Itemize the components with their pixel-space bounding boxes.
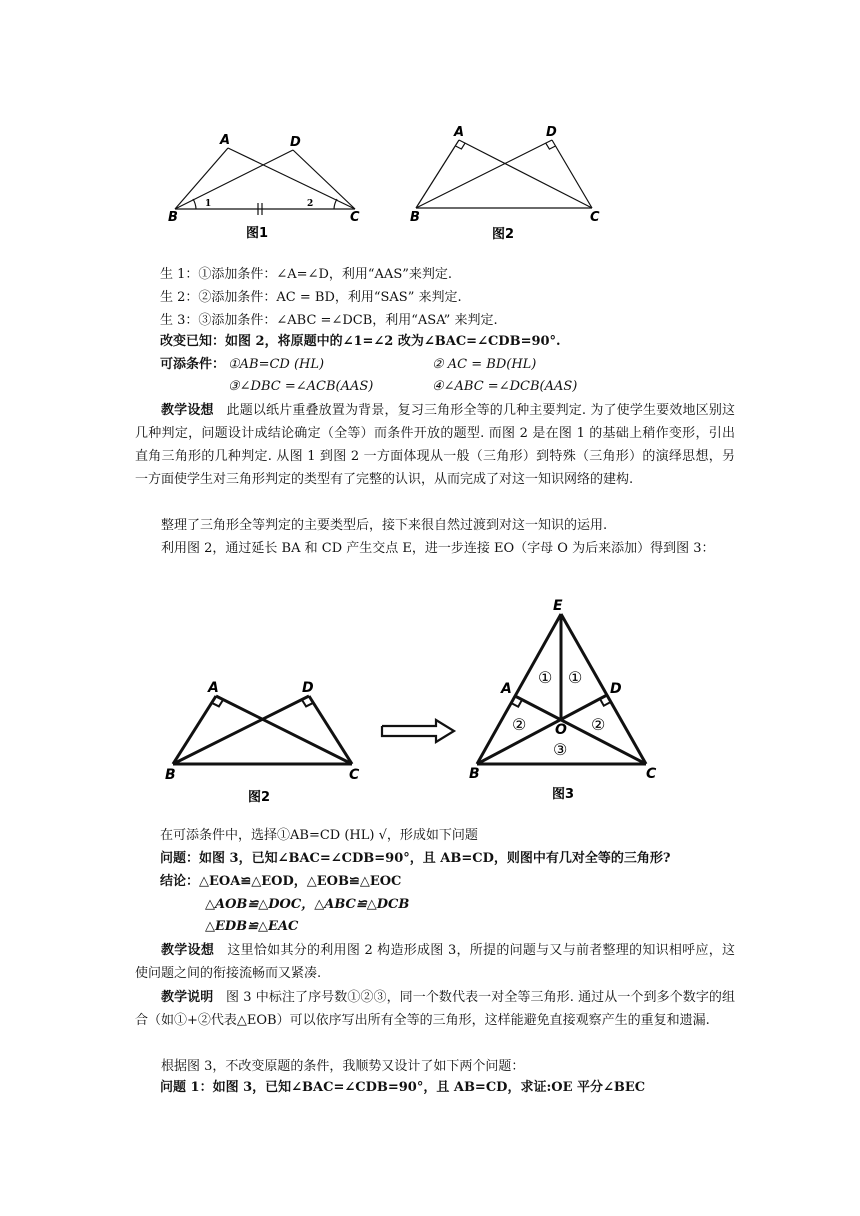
fig2a-label-A: A (454, 125, 465, 140)
figure-1 (160, 128, 380, 243)
fig3-label-B: B (469, 766, 480, 782)
fig1-label-B: B (168, 210, 178, 225)
figure-2-top-diagram (404, 120, 614, 245)
fig1-angle-1: 1 (205, 199, 212, 209)
change-known-line: 改变已知：如图 2，将原题中的∠1=∠2 改为∠BAC=∠CDB=90°. (160, 334, 561, 349)
fig3-caption: 图3 (552, 787, 575, 802)
condition-4: ④∠ABC =∠DCB(AAS) (432, 379, 578, 394)
student-1-line: 生 1：①添加条件：∠A=∠D，利用“AAS”来判定. (160, 267, 452, 282)
conclusion-line-1: 结论：△EOA≌△EOD，△EOB≌△EOC (160, 874, 402, 889)
figure-3-diagram (460, 596, 675, 811)
fig2a-caption: 图2 (492, 227, 515, 242)
fig3-region-2-right: ② (591, 715, 606, 734)
fig3-label-O: O (555, 722, 567, 738)
teaching-idea-paragraph-1 (135, 399, 735, 491)
double-arrow-icon (380, 718, 460, 744)
problem-line (160, 848, 671, 870)
teaching-idea-text-1: 此题以纸片重叠放置为背景，复习三角形全等的几种主要判定. 为了使学生要效地区别这几种判定，问题设计成结论确定（全等）而条件开放的题型. 而图 2 是在图 1 的基础上稍作变形，引出直角三角形的几种判定. 从图 1 到图 2 一方面体现从一般（三角形）到特殊（三角形）的演绎思想，另一方面使学生对三角形判定的类型有了完整的认识，从而完成了对这一知识网络的建构. (135, 403, 735, 487)
fig2b-caption: 图2 (248, 790, 271, 805)
figure-2-top (404, 120, 614, 245)
figure-3-intro-paragraph: 利用图 2，通过延长 BA 和 CD 产生交点 E，进一步连接 EO（字母 O 为后来添加）得到图 3： (161, 541, 715, 556)
figure-2-bottom (160, 672, 375, 807)
fig1-angle-2: 2 (307, 199, 314, 209)
teaching-idea-paragraph-2 (135, 939, 735, 985)
fig3-region-1-left: ① (538, 668, 553, 687)
condition-2: ② AC = BD(HL) (432, 357, 537, 372)
teaching-idea-text-2: 这里恰如其分的利用图 2 构造形成图 3，所提的问题与又与前者整理的知识相呼应，这使问题之间的衔接流畅而又紧凑. (135, 943, 735, 981)
fig1-label-A: A (220, 133, 231, 148)
figure-1-diagram (160, 128, 380, 243)
fig1-label-C: C (350, 210, 360, 225)
transition-paragraph: 整理了三角形全等判定的主要类型后，接下来很自然过渡到对这一知识的运用. (161, 518, 608, 533)
fig2a-label-D: D (546, 125, 557, 140)
choose-condition-line: 在可添条件中，选择①AB=CD (HL) √，形成如下问题 (160, 828, 478, 843)
figure-2-bottom-diagram (160, 672, 375, 807)
fig2b-label-A: A (208, 680, 219, 696)
fig3-label-A: A (501, 681, 512, 697)
fig2b-label-B: B (165, 767, 176, 783)
conclusion-line-3: △EDB≌△EAC (205, 919, 299, 934)
figure-3 (460, 596, 675, 811)
conclusion-line-2: △AOB≌△DOC，△ABC≌△DCB (205, 897, 410, 912)
student-3-line: 生 3：③添加条件：∠ABC =∠DCB，利用“ASA” 来判定. (160, 313, 498, 328)
fig3-label-E: E (553, 598, 563, 614)
student-2-line: 生 2：②添加条件：AC = BD，利用“SAS” 来判定. (160, 290, 462, 305)
fig1-label-D: D (290, 135, 301, 150)
problem-text: 问题：如图 3，已知∠BAC=∠CDB=90°，且 AB=CD，则图中有几对全等的三角形? (160, 851, 671, 866)
condition-1: ①AB=CD (HL) (228, 357, 325, 372)
teaching-idea-heading-2: 教学设想 (161, 943, 215, 958)
teaching-idea-heading-1: 教学设想 (161, 403, 214, 418)
transform-arrow (380, 718, 460, 744)
fig3-label-D: D (610, 681, 622, 697)
fig2b-label-D: D (302, 680, 314, 696)
condition-3: ③∠DBC =∠ACB(AAS) (228, 379, 374, 394)
fig2a-label-B: B (410, 210, 420, 225)
conditions-label: 可添条件： (160, 357, 226, 372)
fig2a-label-C: C (590, 210, 600, 225)
fig3-region-2-left: ② (512, 715, 527, 734)
fig3-region-3: ③ (553, 740, 568, 759)
fig1-caption: 图1 (246, 226, 269, 241)
fig3-region-1-right: ① (568, 668, 583, 687)
follow-up-paragraph: 根据图 3，不改变原题的条件，我顺势又设计了如下两个问题： (161, 1059, 525, 1074)
teaching-note-text: 图 3 中标注了序号数①②③，同一个数代表一对全等三角形. 通过从一个到多个数字的组合（如①+②代表△EOB）可以依序写出所有全等的三角形，这样能避免直接观察产生的重复和遗漏. (135, 990, 735, 1028)
teaching-note-paragraph (135, 986, 735, 1032)
teaching-note-heading: 教学说明 (161, 990, 214, 1005)
fig3-label-C: C (646, 766, 657, 782)
problem-1-line: 问题 1：如图 3，已知∠BAC=∠CDB=90°，且 AB=CD，求证:OE 平分∠BEC (160, 1080, 646, 1095)
fig2b-label-C: C (349, 767, 360, 783)
